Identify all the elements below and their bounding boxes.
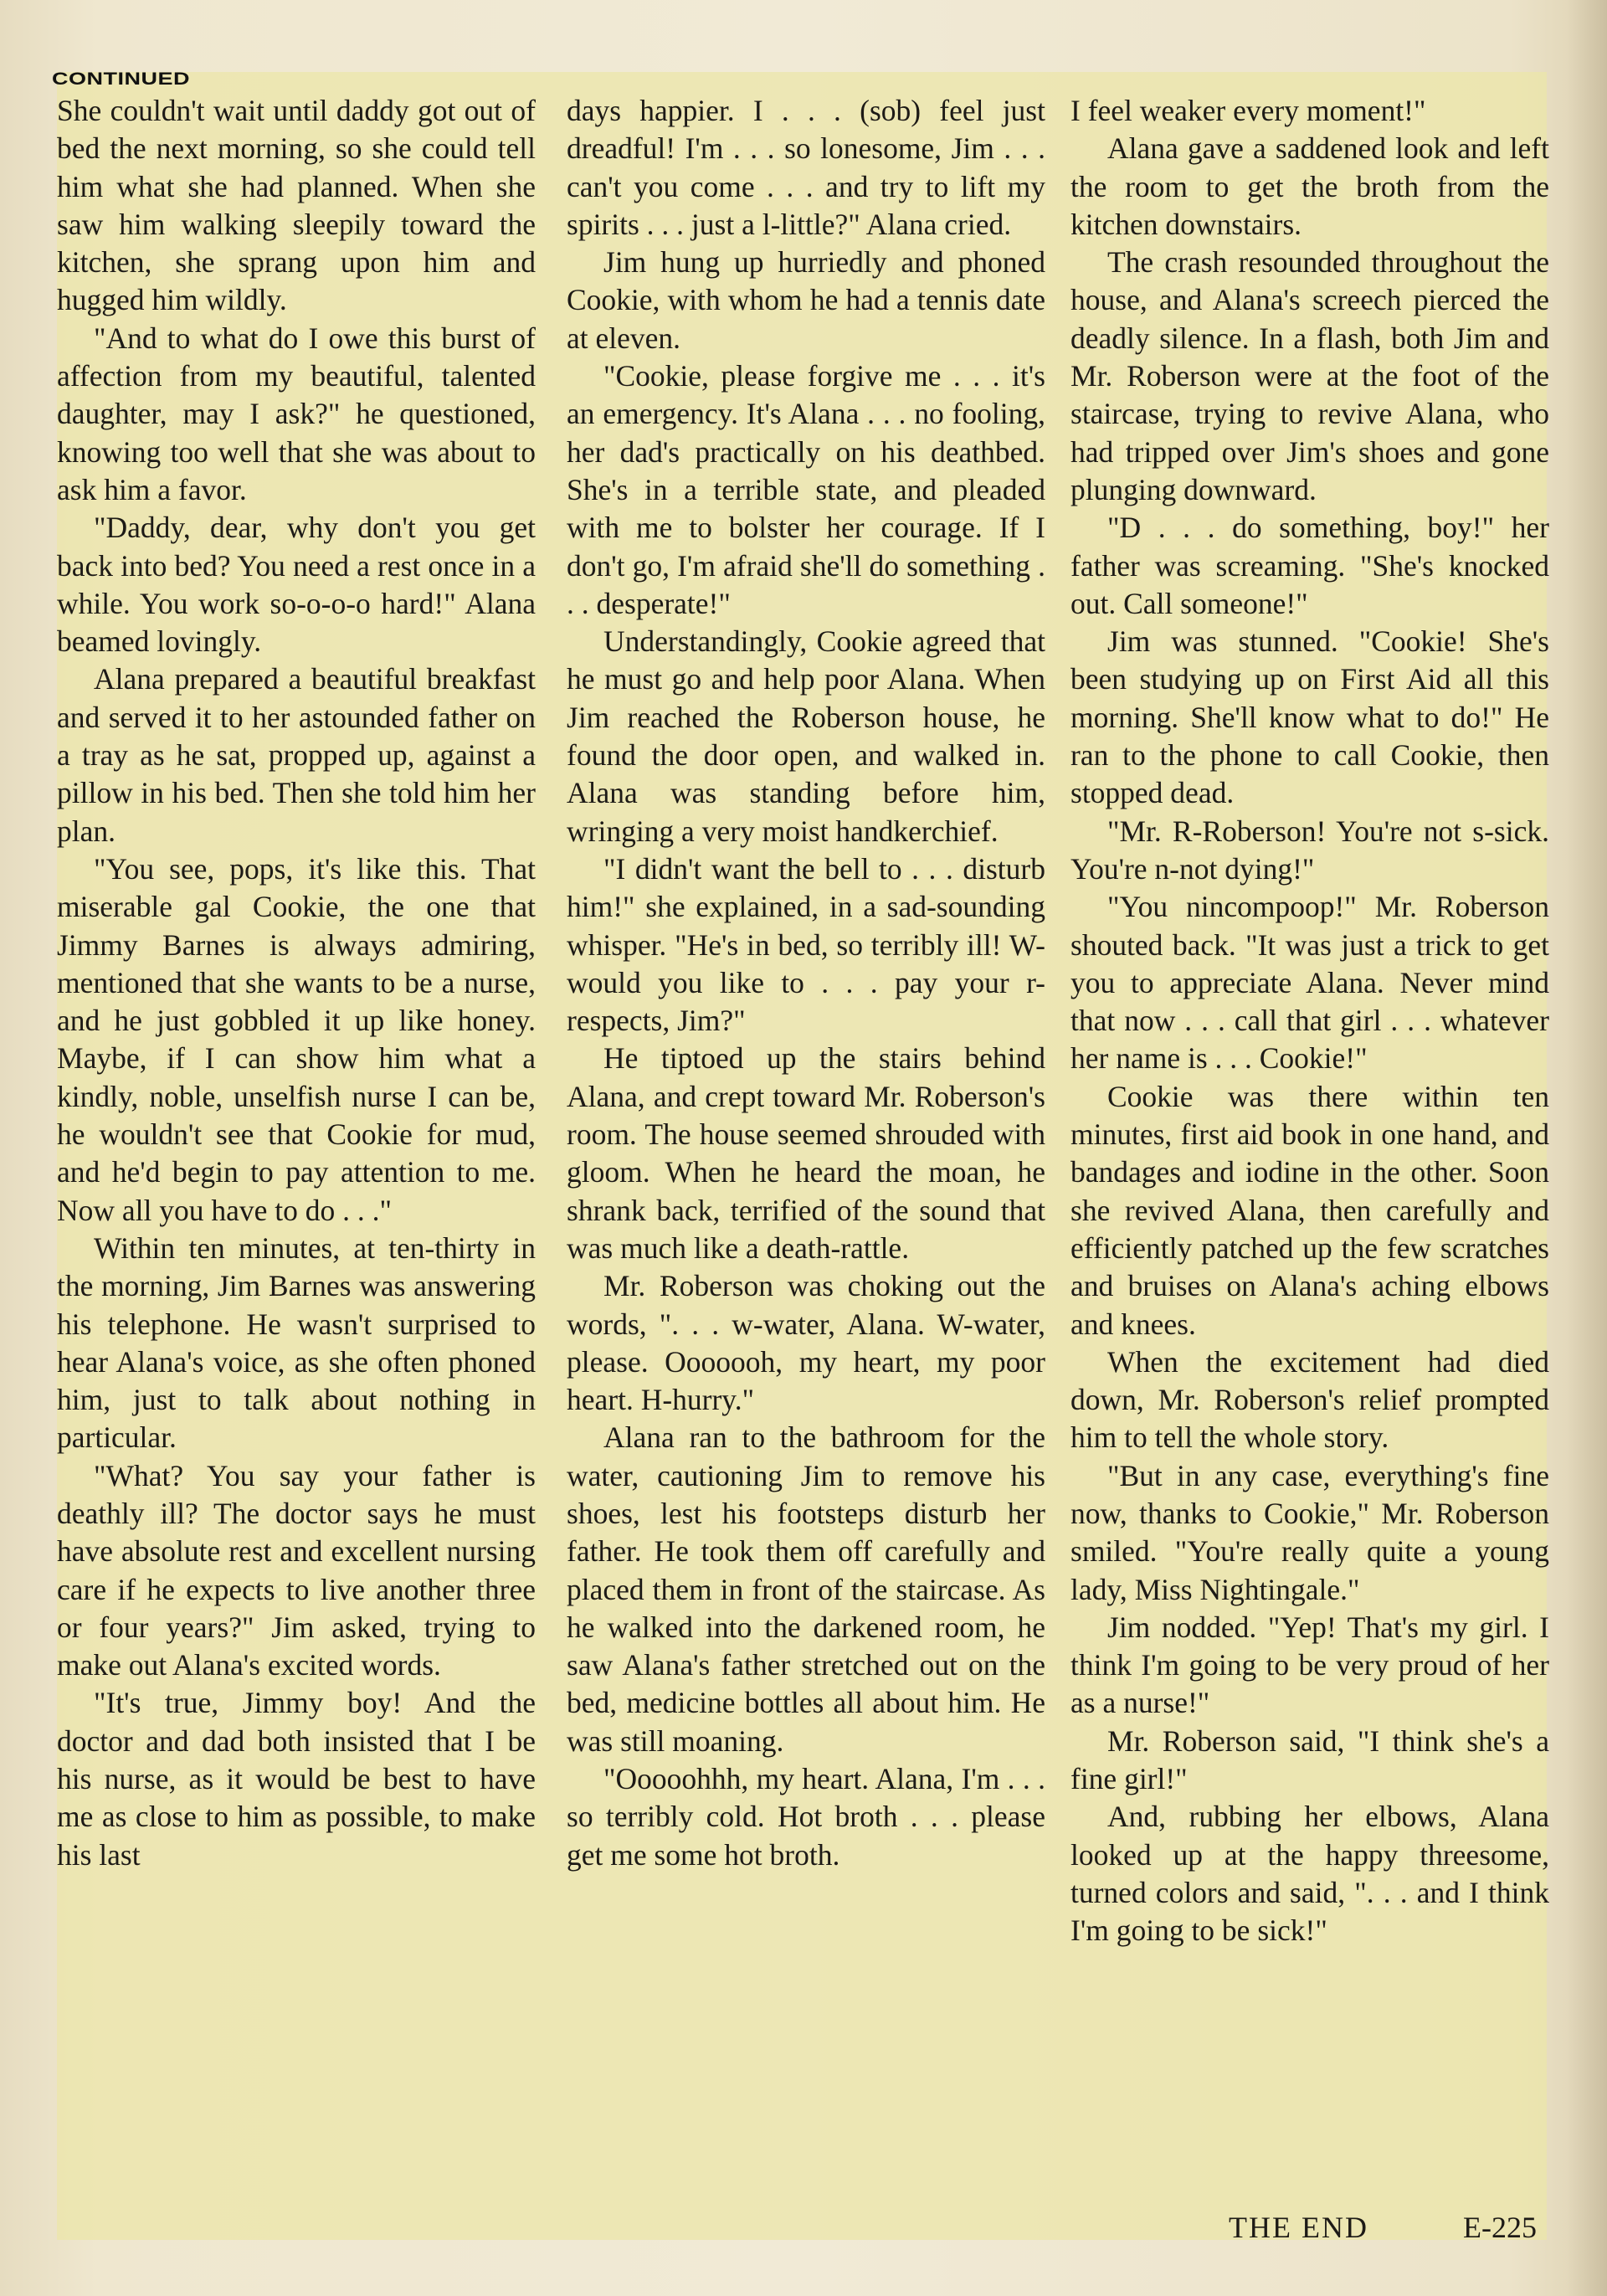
the-end-label: THE END <box>1229 2211 1368 2244</box>
paragraph: Understandingly, Cookie agreed that he must go and help poor Alana. When Jim reached the Roberson house, he found the door open, and walked in. Alana was standing before him, wringing a very moist handkerchief. <box>567 624 1045 848</box>
paragraph: Jim nodded. "Yep! That's my girl. I think I'm going to be very proud of her as a nurse!" <box>1070 1610 1549 1720</box>
page-code: E-225 <box>1463 2211 1537 2244</box>
paragraph: The crash resounded throughout the house, and Alana's screech pierced the deadly silence. In a flash, both Jim and Mr. Roberson were at the foot of the staircase, trying to revive Alana, who had tripped over Jim's shoes and gone plunging downward. <box>1070 245 1549 506</box>
paragraph: He tiptoed up the stairs behind Alana, and crept toward Mr. Roberson's room. The house seemed shrouded with gloom. When he heard the moan, he shrank back, terrified of the sound that was much like a death-rattle. <box>567 1041 1045 1265</box>
paragraph: "I didn't want the bell to . . . disturb him!" she explained, in a sad-sounding whisper. "He's in bed, so terribly ill! W-would you like to . . . pay your r-respects, Jim?" <box>567 851 1045 1038</box>
paragraph: Jim hung up hurriedly and phoned Cookie, with whom he had a tennis date at eleven. <box>567 245 1045 355</box>
paragraph: "What? You say your father is deathly ill? The doctor says he must have absolute rest and excellent nursing care if he expects to live another three or four years?" Jim asked, trying to make out Alana's excited words. <box>57 1458 536 1682</box>
paragraph: Alana ran to the bathroom for the water, cautioning Jim to remove his shoes, lest his footsteps disturb her father. He took them off carefully and placed them in front of the staircase. As he walked into the darkened room, he saw Alana's father stretched out on the bed, medicine bottles all about him. He was still moaning. <box>567 1420 1045 1758</box>
text-column-2 <box>567 92 1045 2201</box>
paragraph: "Mr. R-Roberson! You're not s-sick. You're n-not dying!" <box>1070 814 1549 886</box>
paragraph: When the excitement had died down, Mr. Roberson's relief prompted him to tell the whole story. <box>1070 1344 1549 1455</box>
paragraph: "It's true, Jimmy boy! And the doctor and dad both insisted that I be his nurse, as it would be best to have me as close to him as possible, to make his last <box>57 1686 536 1872</box>
paragraph: "And to what do I owe this burst of affection from my beautiful, talented daughter, may I ask?" he questioned, knowing too well that she was about to ask him a favor. <box>57 321 536 506</box>
text-column-1 <box>57 92 536 2201</box>
paragraph: Within ten minutes, at ten-thirty in the morning, Jim Barnes was answering his telephone. He wasn't surprised to hear Alana's voice, as she often phoned him, just to talk about nothing in particular. <box>57 1230 536 1455</box>
paragraph: And, rubbing her elbows, Alana looked up at the happy threesome, turned colors and said, ". . . and I think I'm going to be sick!" <box>1070 1800 1549 1948</box>
paragraph: "But in any case, everything's fine now, thanks to Cookie," Mr. Roberson smiled. "You're really quite a young lady, Miss Nightingale." <box>1070 1458 1549 1606</box>
paragraph: "Ooooohhh, my heart. Alana, I'm . . . so terribly cold. Hot broth . . . please get me some hot broth. <box>567 1762 1045 1872</box>
paragraph: "D . . . do something, boy!" her father was screaming. "She's knocked out. Call someone!" <box>1070 511 1549 620</box>
paragraph: Alana gave a saddened look and left the room to get the broth from the kitchen downstairs. <box>1070 131 1549 241</box>
paragraph: Mr. Roberson said, "I think she's a fine girl!" <box>1070 1723 1549 1796</box>
paragraph: "You nincompoop!" Mr. Roberson shouted back. "It was just a trick to get you to appreciate Alana. Never mind that now . . . call that girl . . . whatever her name is . . . Cookie!" <box>1070 890 1549 1076</box>
paragraph: "Cookie, please forgive me . . . it's an emergency. It's Alana . . . no fooling, her dad's practically on his deathbed. She's in a terrible state, and pleaded with me to bolster her courage. If I don't go, I'm afraid she'll do something . . . desperate!" <box>567 359 1045 620</box>
paragraph: Mr. Roberson was choking out the words, ". . . w-water, Alana. W-water, please. Ooooooh, my heart, my poor heart. H-hurry." <box>567 1269 1045 1417</box>
paragraph: "You see, pops, it's like this. That miserable gal Cookie, the one that Jimmy Barnes is always admiring, mentioned that she wants to be a nurse, and he just gobbled it up like honey. Maybe, if I can show him what a kindly, noble, unselfish nurse I can be, he wouldn't see that Cookie for mud, and he'd begin to pay attention to me. Now all you have to do . . ." <box>57 851 536 1227</box>
paragraph: Jim was stunned. "Cookie! She's been studying up on First Aid all this morning. She'll know what to do!" He ran to the phone to call Cookie, then stopped dead. <box>1070 624 1549 810</box>
paragraph: "Daddy, dear, why don't you get back into bed? You need a rest once in a while. You work so-o-o-o hard!" Alana beamed lovingly. <box>57 511 536 659</box>
continued-label: CONTINUED <box>52 69 190 89</box>
page-edge-shadow <box>1567 0 1607 2296</box>
paragraph: Alana prepared a beautiful breakfast and served it to her astounded father on a tray as he sat, propped up, against a pillow in his bed. Then she told him her plan. <box>57 662 536 848</box>
paragraph: I feel weaker every moment!" <box>1070 94 1426 127</box>
text-column-3 <box>1070 92 1549 2201</box>
paragraph: She couldn't wait until daddy got out of bed the next morning, so she could tell him what she had planned. When she saw him walking sleepily toward the kitchen, she sprang upon him and hugged him wildly. <box>57 94 536 317</box>
paragraph: Cookie was there within ten minutes, first aid book in one hand, and bandages and iodine in the other. Soon she revived Alana, then carefully and efficiently patched up the few scratches and bruises on Alana's aching elbows and knees. <box>1070 1079 1549 1341</box>
paragraph: days happier. I . . . (sob) feel just dreadful! I'm . . . so lonesome, Jim . . . can't you come . . . and try to lift my spirits . . . just a l-little?" Alana cried. <box>567 94 1045 241</box>
